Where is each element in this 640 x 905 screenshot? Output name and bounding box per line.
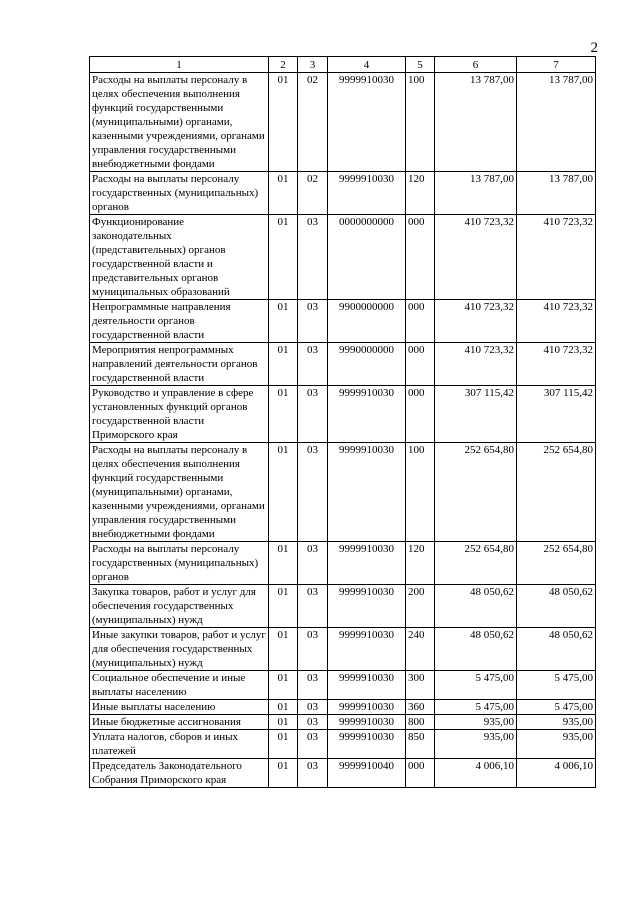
- column-header-amount-2: 7: [517, 57, 596, 73]
- row-subsection: 03: [298, 759, 328, 788]
- row-expense-type: 850: [406, 730, 435, 759]
- row-subsection: 03: [298, 700, 328, 715]
- row-name: Иные выплаты населению: [90, 700, 269, 715]
- row-expense-type: 120: [406, 542, 435, 585]
- row-target-code: 9999910030: [328, 585, 406, 628]
- row-amount-1: 5 475,00: [435, 671, 517, 700]
- row-amount-2: 252 654,80: [517, 443, 596, 542]
- row-section: 01: [269, 386, 298, 443]
- row-section: 01: [269, 73, 298, 172]
- row-section: 01: [269, 443, 298, 542]
- row-amount-1: 48 050,62: [435, 585, 517, 628]
- row-amount-2: 252 654,80: [517, 542, 596, 585]
- row-subsection: 03: [298, 343, 328, 386]
- row-amount-2: 935,00: [517, 715, 596, 730]
- row-name: Мероприятия непрограммных направлений деятельности органов государственной власти: [90, 343, 269, 386]
- row-expense-type: 000: [406, 300, 435, 343]
- table-row: [90, 759, 596, 788]
- row-target-code: 9999910030: [328, 730, 406, 759]
- row-name: Непрограммные направления деятельности органов государственной власти: [90, 300, 269, 343]
- table-row: [90, 215, 596, 300]
- row-target-code: 9999910030: [328, 386, 406, 443]
- row-amount-1: 307 115,42: [435, 386, 517, 443]
- table-row: [90, 172, 596, 215]
- row-name: Иные бюджетные ассигнования: [90, 715, 269, 730]
- row-amount-2: 307 115,42: [517, 386, 596, 443]
- row-subsection: 03: [298, 215, 328, 300]
- row-subsection: 03: [298, 542, 328, 585]
- row-expense-type: 300: [406, 671, 435, 700]
- row-section: 01: [269, 343, 298, 386]
- row-section: 01: [269, 215, 298, 300]
- row-subsection: 02: [298, 172, 328, 215]
- table-row: [90, 700, 596, 715]
- row-target-code: 9999910030: [328, 443, 406, 542]
- row-amount-2: 13 787,00: [517, 73, 596, 172]
- row-amount-1: 935,00: [435, 730, 517, 759]
- row-expense-type: 100: [406, 73, 435, 172]
- row-subsection: 03: [298, 671, 328, 700]
- row-name: Руководство и управление в сфере установленных функций органов государственной власти Приморского края: [90, 386, 269, 443]
- row-target-code: 9999910030: [328, 542, 406, 585]
- row-section: 01: [269, 628, 298, 671]
- column-header-expense-type: 5: [406, 57, 435, 73]
- row-subsection: 03: [298, 715, 328, 730]
- column-header-amount-1: 6: [435, 57, 517, 73]
- column-header-target-code: 4: [328, 57, 406, 73]
- column-header-name: 1: [90, 57, 269, 73]
- row-amount-2: 13 787,00: [517, 172, 596, 215]
- row-expense-type: 120: [406, 172, 435, 215]
- row-amount-2: 5 475,00: [517, 700, 596, 715]
- row-name: Расходы на выплаты персоналу государственных (муниципальных) органов: [90, 172, 269, 215]
- row-section: 01: [269, 172, 298, 215]
- row-expense-type: 100: [406, 443, 435, 542]
- row-target-code: 0000000000: [328, 215, 406, 300]
- table-row: [90, 73, 596, 172]
- row-amount-1: 4 006,10: [435, 759, 517, 788]
- row-subsection: 03: [298, 585, 328, 628]
- row-amount-1: 935,00: [435, 715, 517, 730]
- row-expense-type: 000: [406, 759, 435, 788]
- row-target-code: 9999910030: [328, 172, 406, 215]
- row-subsection: 03: [298, 628, 328, 671]
- row-amount-2: 410 723,32: [517, 215, 596, 300]
- row-target-code: 9999910030: [328, 700, 406, 715]
- row-expense-type: 200: [406, 585, 435, 628]
- row-section: 01: [269, 759, 298, 788]
- row-expense-type: 000: [406, 215, 435, 300]
- row-amount-1: 13 787,00: [435, 172, 517, 215]
- row-target-code: 9999910030: [328, 671, 406, 700]
- row-name: Уплата налогов, сборов и иных платежей: [90, 730, 269, 759]
- row-amount-2: 4 006,10: [517, 759, 596, 788]
- row-amount-2: 935,00: [517, 730, 596, 759]
- table-body: [90, 73, 596, 788]
- row-amount-2: 48 050,62: [517, 585, 596, 628]
- row-name: Расходы на выплаты персоналу государственных (муниципальных) органов: [90, 542, 269, 585]
- table-row: [90, 300, 596, 343]
- table-row: [90, 585, 596, 628]
- row-subsection: 03: [298, 730, 328, 759]
- row-section: 01: [269, 700, 298, 715]
- row-subsection: 02: [298, 73, 328, 172]
- row-target-code: 9999910030: [328, 73, 406, 172]
- table-row: [90, 715, 596, 730]
- row-subsection: 03: [298, 300, 328, 343]
- row-expense-type: 000: [406, 343, 435, 386]
- row-section: 01: [269, 585, 298, 628]
- table-row: [90, 386, 596, 443]
- row-target-code: 9990000000: [328, 343, 406, 386]
- row-amount-2: 5 475,00: [517, 671, 596, 700]
- table-row: [90, 542, 596, 585]
- row-amount-1: 13 787,00: [435, 73, 517, 172]
- column-header-subsection: 3: [298, 57, 328, 73]
- row-amount-1: 252 654,80: [435, 443, 517, 542]
- row-subsection: 03: [298, 443, 328, 542]
- row-amount-1: 410 723,32: [435, 343, 517, 386]
- table-row: [90, 443, 596, 542]
- table-row: [90, 628, 596, 671]
- row-amount-1: 410 723,32: [435, 215, 517, 300]
- row-section: 01: [269, 715, 298, 730]
- row-expense-type: 240: [406, 628, 435, 671]
- row-expense-type: 360: [406, 700, 435, 715]
- row-expense-type: 000: [406, 386, 435, 443]
- row-name: Иные закупки товаров, работ и услуг для обеспечения государственных (муниципальных) нужд: [90, 628, 269, 671]
- row-name: Закупка товаров, работ и услуг для обеспечения государственных (муниципальных) нужд: [90, 585, 269, 628]
- page-number: 2: [590, 40, 598, 56]
- table-header-row: [90, 57, 596, 73]
- row-amount-1: 48 050,62: [435, 628, 517, 671]
- table-row: [90, 730, 596, 759]
- row-amount-1: 252 654,80: [435, 542, 517, 585]
- row-amount-1: 410 723,32: [435, 300, 517, 343]
- table-row: [90, 343, 596, 386]
- row-amount-2: 410 723,32: [517, 343, 596, 386]
- row-expense-type: 800: [406, 715, 435, 730]
- row-target-code: 9999910040: [328, 759, 406, 788]
- row-target-code: 9900000000: [328, 300, 406, 343]
- budget-table: [89, 56, 596, 788]
- row-amount-2: 410 723,32: [517, 300, 596, 343]
- row-section: 01: [269, 730, 298, 759]
- row-name: Председатель Законодательного Собрания Приморского края: [90, 759, 269, 788]
- row-section: 01: [269, 542, 298, 585]
- row-amount-1: 5 475,00: [435, 700, 517, 715]
- table-row: [90, 671, 596, 700]
- row-name: Расходы на выплаты персоналу в целях обеспечения выполнения функций государственными (муниципальными) органами, казенными учреждениями, органами управления государственными внебюджетными фондами: [90, 443, 269, 542]
- row-target-code: 9999910030: [328, 628, 406, 671]
- row-subsection: 03: [298, 386, 328, 443]
- row-name: Расходы на выплаты персоналу в целях обеспечения выполнения функций государственными (муниципальными) органами, казенными учреждениями, органами управления государственными внебюджетными фондами: [90, 73, 269, 172]
- row-section: 01: [269, 671, 298, 700]
- row-amount-2: 48 050,62: [517, 628, 596, 671]
- row-name: Функционирование законодательных (представительных) органов государственной власти и представительных органов муниципальных образований: [90, 215, 269, 300]
- column-header-section: 2: [269, 57, 298, 73]
- row-target-code: 9999910030: [328, 715, 406, 730]
- row-name: Социальное обеспечение и иные выплаты населению: [90, 671, 269, 700]
- row-section: 01: [269, 300, 298, 343]
